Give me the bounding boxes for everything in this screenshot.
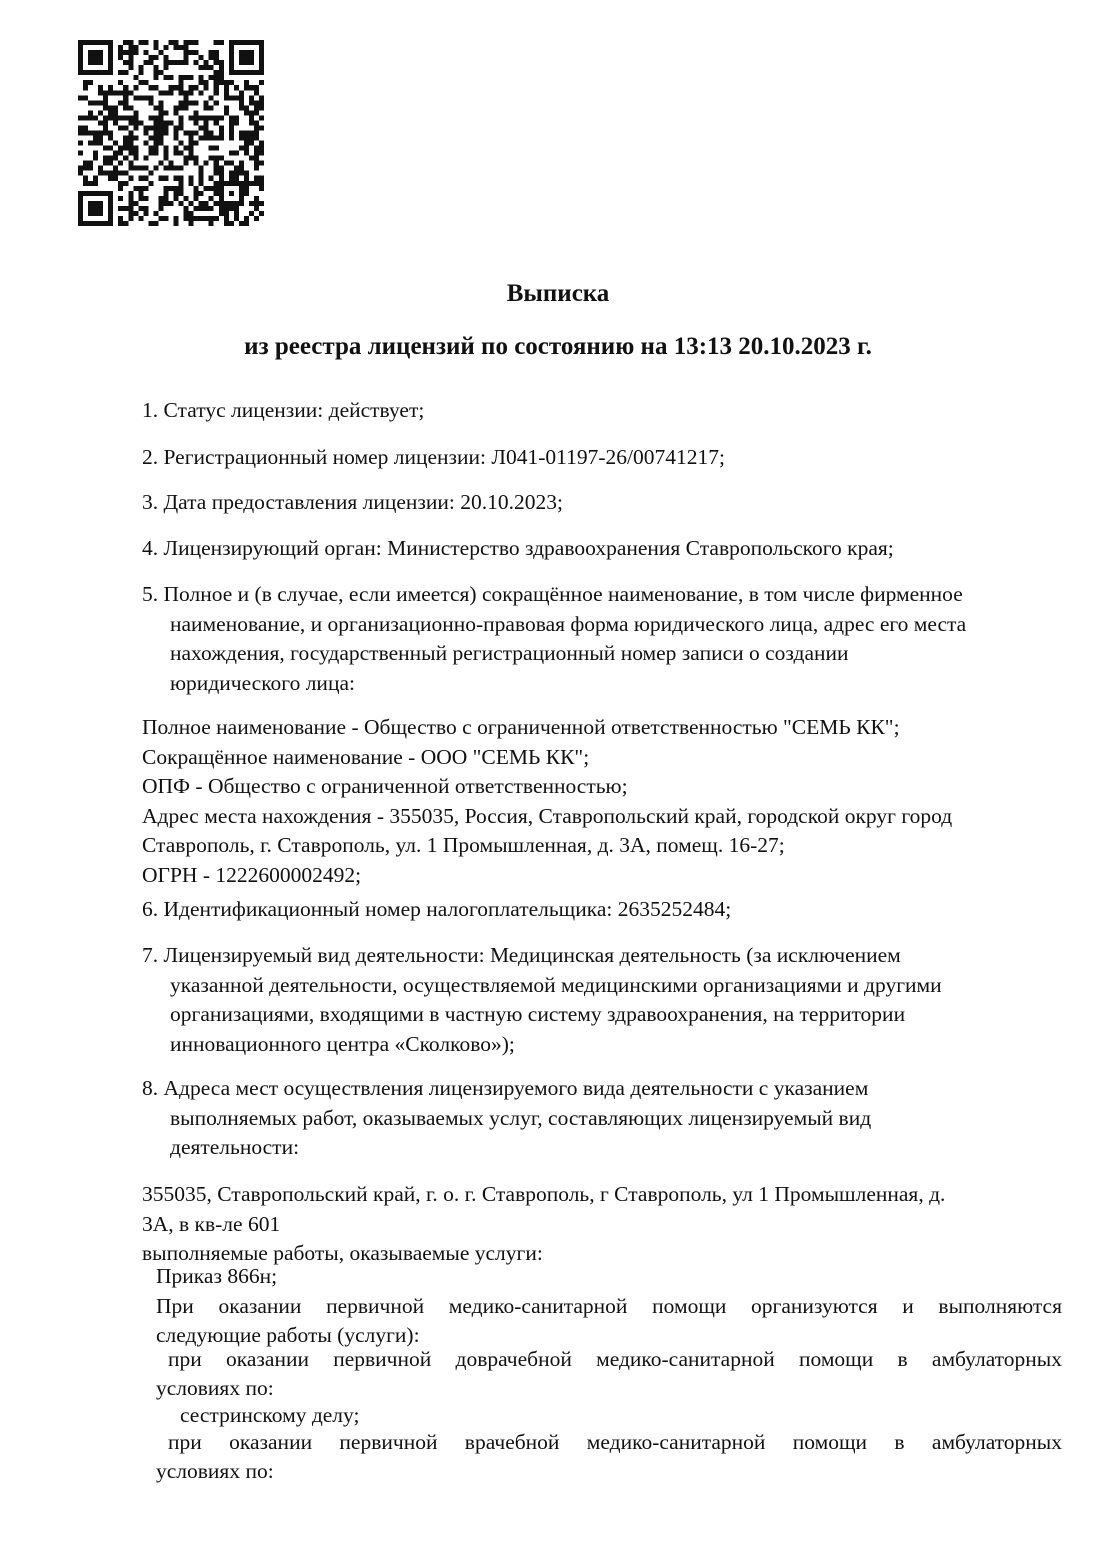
activity-address: 355035, Ставропольский край, г. о. г. Ставрополь, г Ставрополь, ул 1 Промышленная, д. 3А, в кв-ле 601 выполняемые работы, оказываемые услуги:: [142, 1182, 946, 1265]
item-activity-type: 7. Лицензируемый вид деятельности: Медицинская деятельность (за исключением указанной деятельности, осуществляемой медицинскими организациями и другими организациями, входящими в частную систему здравоохранения, на территории инновационного центра «Сколково»);: [142, 943, 942, 1056]
item-legal-entity-name: 5. Полное и (в случае, если имеется) сокращённое наименование, в том числе фирменное наименование, и организационно-правовая форма юридического лица, адрес его места нахождения, государственный регистрационный номер записи о создании юридического лица:: [142, 582, 967, 695]
page-subtitle: из реестра лицензий по состоянию на 13:13 20.10.2023 г.: [244, 333, 872, 360]
org-short-name: Сокращённое наименование - ООО "СЕМЬ КК";: [142, 744, 590, 769]
item-activity-addresses: 8. Адреса мест осуществления лицензируемого вида деятельности с указанием выполняемых работ, оказываемых услуг, составляющих лицензируемый вид деятельности:: [142, 1076, 872, 1159]
item-registration-number: 2. Регистрационный номер лицензии: Л041-01197-26/00741217;: [142, 445, 725, 469]
services-list: Приказ 866н; При оказании первичной медико-санитарной помощи организуются и выполняются следующие работы (услуги):: [156, 1264, 1062, 1347]
item-inn: 6. Идентификационный номер налогоплательщика: 2635252484;: [142, 897, 732, 921]
organization-details: [142, 713, 1072, 890]
item-license-date: 3. Дата предоставления лицензии: 20.10.2023;: [142, 490, 563, 514]
service-order: Приказ 866н;: [156, 1264, 278, 1288]
service-prehospital: при оказании первичной доврачебной медико-санитарной помощи в амбулаторных: [168, 1347, 1062, 1371]
item-license-status: 1. Статус лицензии: действует;: [142, 398, 425, 422]
service-physician-cont: условиях по:: [156, 1459, 274, 1483]
org-address: Адрес места нахождения - 355035, Россия, Ставропольский край, городской округ город: [142, 803, 953, 828]
item-licensing-authority: 4. Лицензирующий орган: Министерство здравоохранения Ставропольского края;: [142, 536, 894, 560]
service-prehospital-cont: условиях по:: [156, 1376, 274, 1400]
org-full-name: Полное наименование - Общество с ограниченной ответственностью "СЕМЬ КК";: [142, 715, 900, 739]
org-ogrn: ОГРН - 1222600002492;: [142, 862, 362, 887]
service-nursing: сестринскому делу;: [180, 1403, 360, 1427]
org-address-cont: Ставрополь, г. Ставрополь, ул. 1 Промышленная, д. 3А, помещ. 16-27;: [142, 833, 785, 857]
org-legal-form: ОПФ - Общество с ограниченной ответственностью;: [142, 774, 628, 798]
page-title: Выписка: [506, 280, 610, 307]
service-physician: при оказании первичной врачебной медико-санитарной помощи в амбулаторных: [168, 1430, 1062, 1454]
qr-code-icon: [78, 40, 264, 226]
service-primary-care: При оказании первичной медико-санитарной помощи организуются и выполняются: [156, 1293, 1062, 1318]
